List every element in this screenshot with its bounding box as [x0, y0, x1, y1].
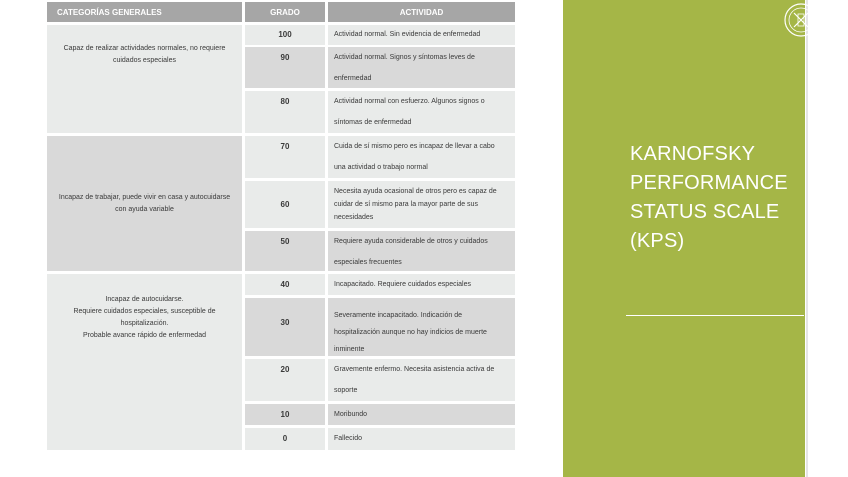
grade-cell: 30: [245, 298, 325, 356]
activity-cell: Moribundo: [328, 404, 515, 425]
activity-cell: Actividad normal con esfuerzo. Algunos signos o síntomas de enfermedad: [328, 91, 515, 133]
grade-cell: 80: [245, 91, 325, 133]
activity-cell: Fallecido: [328, 428, 515, 450]
slide-title: KARNOFSKY PERFORMANCE STATUS SCALE (KPS): [630, 143, 788, 252]
header-activity: ACTIVIDAD: [328, 2, 515, 22]
right-edge-strip: [806, 0, 808, 477]
activity-cell: Gravemente enfermo. Necesita asistencia activa de soporte: [328, 359, 515, 401]
grade-cell: 100: [245, 25, 325, 45]
activity-cell: Cuida de sí mismo pero es incapaz de llevar a cabo una actividad o trabajo normal: [328, 136, 515, 178]
grade-cell: 90: [245, 47, 325, 88]
grade-cell: 70: [245, 136, 325, 178]
activity-cell: Actividad normal. Signos y síntomas leves de enfermedad: [328, 47, 515, 88]
header-grade: GRADO: [245, 2, 325, 22]
grade-cell: 50: [245, 231, 325, 271]
grade-cell: 60: [245, 181, 325, 228]
grade-cell: 0: [245, 428, 325, 450]
grade-cell: 10: [245, 404, 325, 425]
grade-cell: 40: [245, 274, 325, 295]
category-cell: Capaz de realizar actividades normales, no requiere cuidados especiales: [47, 25, 242, 133]
header-category: CATEGORÍAS GENERALES: [47, 2, 242, 22]
grade-cell: 20: [245, 359, 325, 401]
category-cell: Incapaz de autocuidarse. Requiere cuidados especiales, susceptible de hospitalización. Probable avance rápido de enfermedad: [47, 274, 242, 450]
institution-seal-icon: [783, 2, 819, 38]
activity-cell: Severamente incapacitado. Indicación de hospitalización aunque no hay indicios de muerte inminente: [328, 298, 515, 356]
activity-cell: Necesita ayuda ocasional de otros pero es capaz de cuidar de sí mismo para la mayor parte de sus necesidades: [328, 181, 515, 228]
activity-cell: Requiere ayuda considerable de otros y cuidados especiales frecuentes: [328, 231, 515, 271]
activity-cell: Incapacitado. Requiere cuidados especiales: [328, 274, 515, 295]
category-cell: Incapaz de trabajar, puede vivir en casa y autocuidarse con ayuda variable: [47, 136, 242, 271]
title-underline: [626, 315, 804, 316]
activity-cell: Actividad normal. Sin evidencia de enfermedad: [328, 25, 515, 45]
